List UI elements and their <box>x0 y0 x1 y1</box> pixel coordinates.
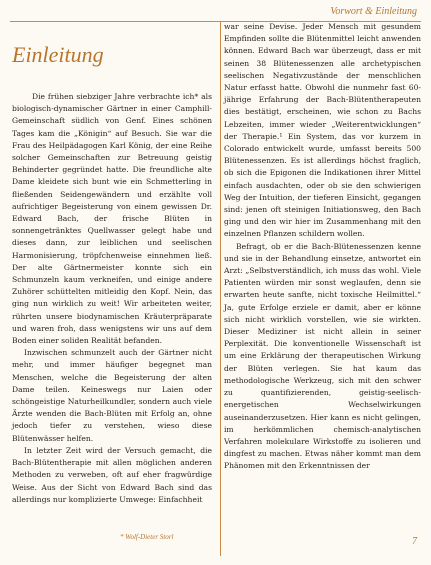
paragraph: In letzter Zeit wird der Versuch gemacht, die Bach-Blütentherapie mit allen möglichen anderen Methoden zu verweben, oft auf eher fragwürdige Weise. Aus der Sicht von Edward Bach sind das allerdings nur komplizierte Umwege: Einfachheit <box>12 445 212 504</box>
page-number: 7 <box>412 536 417 547</box>
chapter-title: Einleitung <box>12 42 104 67</box>
paragraph: Befragt, ob er die Bach-Blütenessenzen kenne und sie in der Behandlung einsetze, antwortet ein Arzt: „Selbstverständlich, ich muss das wohl. Viele Patienten würden mir sonst weglaufen, denn sie erwarten heute sanfte, nicht toxische Heilmittel.“ Ja, gute Erfolge erziele er damit, aber er könne sich nicht wirklich vorstellen, wie sie wirkten. Dieser Mediziner ist nicht allein in seiner Perplexität. Die konventionelle Wissenschaft ist um eine Erklärung der therapeutischen Wirkung der Blüten verlegen. Sie hat kaum das methodologische Werkzeug, sich mit den schwer zu quantifizierenden, geistig-seelisch-energetischen Wechselwirkungen auseinanderzusetzen. Hier kann es nicht gelingen, im herkömmlichen chemisch-analytischen Verfahren molekulare Wirkstoffe zu isolieren und dingfest zu machen. Etwas näher kommt man dem Phänomen mit den Erkenntnissen der <box>224 241 421 471</box>
footnote: * Wolf-Dieter Storl <box>120 533 174 541</box>
paragraph: Inzwischen schmunzelt auch der Gärtner nicht mehr, und immer häufiger begegnet man Menschen, welche die Begeisterung der alten Dame teilen. Keineswegs nur Laien oder schöngeistige Naturheilkundler, sondern auch viele Ärzte wenden die Bach-Blüten mit Erfolg an, ohne jedoch tiefer zu verstehen, wieso diese Blütenwässer helfen. <box>12 348 212 443</box>
running-header: Vorwort & Einleitung <box>330 6 417 17</box>
right-column <box>224 21 421 473</box>
paragraph: war seine Devise. Jeder Mensch mit gesundem Empfinden sollte die Blütenmittel leicht anwenden können. Edward Bach war überzeugt, dass er mit seinen 38 Blütenessenzen alle archetypischen seelischen Negativzustände der menschlichen Natur erfasst hatte. Obwohl die nunmehr fast 60-jährige Erfahrung der Bach-Blütentherapeuten dies bestätigt, erscheinen, wie schon zu Bachs Lebzeiten, immer wieder „Weiterentwicklungen“ der Therapie.¹ Ein System, das vor kurzem in Colorado entwickelt wurde, umfasst bereits 500 Blütenessenzen. Es ist allerdings höchst fraglich, ob sich die Epigonen die Indikationen ihrer Mittel einfach ausdachten, oder ob sie den schwierigen Weg der Intuition, der tieferen Einsicht, gegangen sind: jenen oft steinigen Initiationsweg, den Bach ging und den wir hier im Zusammenhang mit den einzelnen Pflanzen schildern wollen. <box>224 22 421 239</box>
paragraph: Die frühen siebziger Jahre verbrachte ich* als biologisch-dynamischer Gärtner in einer Camphill-Gemeinschaft südlich von Genf. Eines schönen Tages kam die „Königin“ auf Besuch. Sie war die Frau des Heilpädagogen Karl König, der eine Reihe solcher Gemeinschaften zur Betreuung geistig Behinderter gegründet hatte. Die freundliche alte Dame kleidete sich bunt wie ein Schmetterling in fließenden Seidengewändern und erzählte voll aufrichtiger Begeisterung von einem gewissen Dr. Edward Bach, der frische Blüten in sonnengetränktes Quellwasser gelegt habe und dieses dann, zur leiblichen und seelischen Harmonisierung, tröpfchenweise einnehmen ließ. Der alte Gärtnermeister konnte sich ein Schmunzeln kaum verkneifen, und einige andere Zuhörer schüttelten mitleidig den Kopf. Nein, das ging nun wirklich zu weit! Wir arbeiteten weiter, rührten unsere biodynamischen Kräuterpräparate und waren froh, dass wenigstens wir uns auf dem Boden einer soliden Realität befanden. <box>12 92 212 346</box>
left-column <box>12 21 221 556</box>
